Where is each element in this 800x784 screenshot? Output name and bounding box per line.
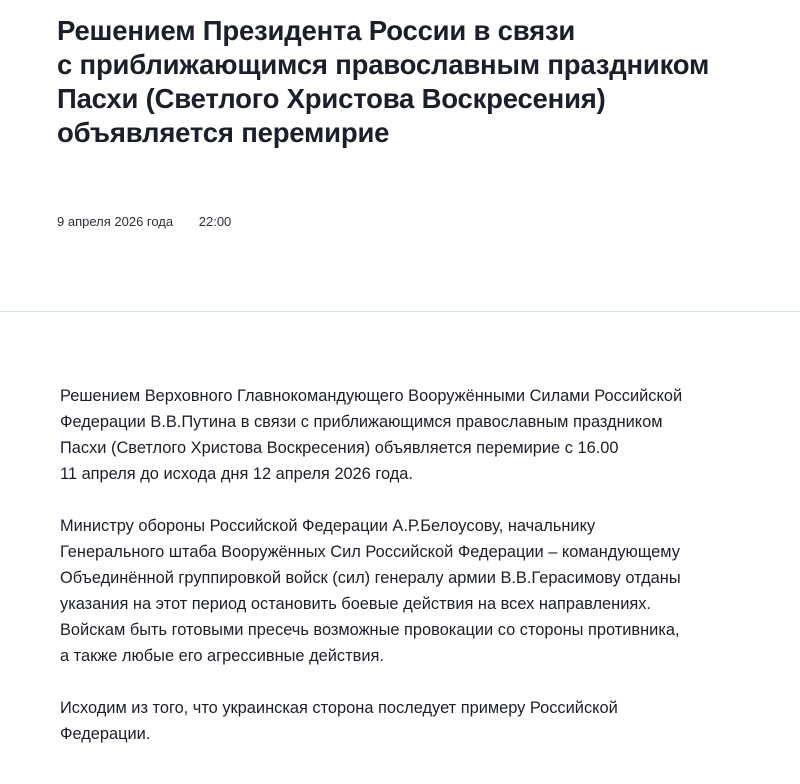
paragraph <box>60 695 780 747</box>
paragraph-line: Объединённой группировкой войск (сил) генералу армии В.В.Герасимову отданы <box>60 569 681 587</box>
article-title <box>57 14 777 150</box>
paragraph-line: Федерации В.В.Путина в связи с приближающимся православным праздником <box>60 413 663 431</box>
paragraph <box>60 513 780 669</box>
title-line: Пасхи (Светлого Христова Воскресения) <box>57 83 606 114</box>
article-header <box>57 14 777 150</box>
article-meta <box>57 214 231 229</box>
paragraph <box>60 383 780 487</box>
publish-time: 22:00 <box>198 214 232 229</box>
paragraph-line: Пасхи (Светлого Христова Воскресения) объявляется перемирие с 16.00 <box>60 439 619 457</box>
paragraph-line: Федерации. <box>60 725 151 743</box>
paragraph-line: Министру обороны Российской Федерации А.Р.Белоусову, начальнику <box>60 517 596 535</box>
article-body <box>60 383 780 773</box>
paragraph-line: а также любые его агрессивные действия. <box>60 647 384 665</box>
publish-date: 9 апреля 2026 года <box>57 214 174 229</box>
paragraph-line: Исходим из того, что украинская сторона последует примеру Российской <box>60 699 618 717</box>
paragraph-line: 11 апреля до исхода дня 12 апреля 2026 года. <box>60 465 413 483</box>
paragraph-line: Войскам быть готовыми пресечь возможные провокации со стороны противника, <box>60 621 680 639</box>
title-line: объявляется перемирие <box>57 117 390 148</box>
paragraph-line: Решением Верховного Главнокомандующего Вооружёнными Силами Российской <box>60 387 683 405</box>
title-line: с приближающимся православным праздником <box>57 49 710 80</box>
title-line: Решением Президента России в связи <box>57 15 576 46</box>
paragraph-line: Генерального штаба Вооружённых Сил Российской Федерации – командующему <box>60 543 680 561</box>
section-divider <box>0 311 800 312</box>
paragraph-line: указания на этот период остановить боевые действия на всех направлениях. <box>60 595 651 613</box>
